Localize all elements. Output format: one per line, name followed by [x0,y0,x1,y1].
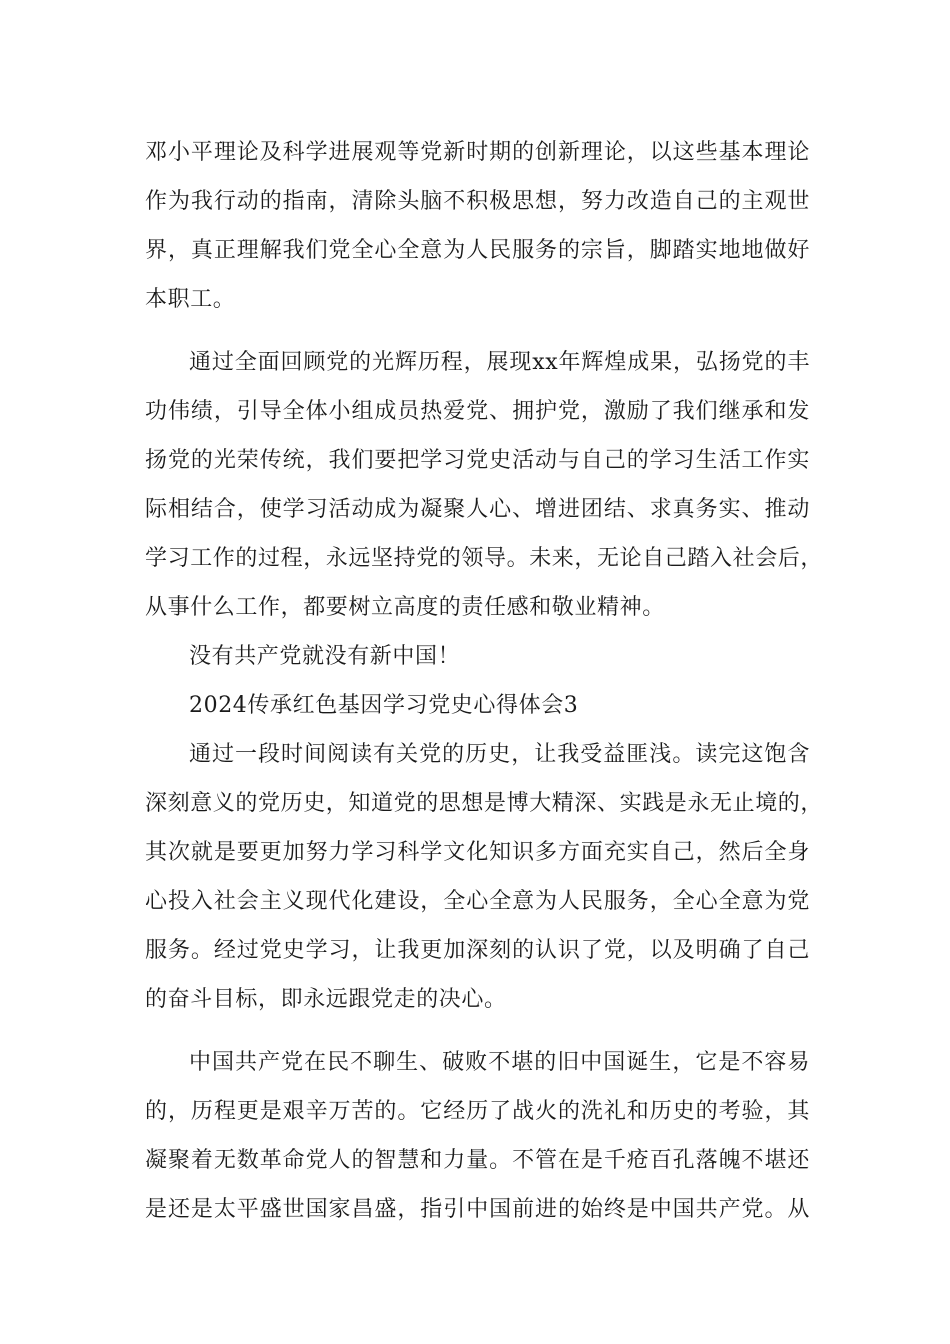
text-line: 没有共产党就没有新中国！ [189,644,461,669]
text-line: 心投入社会主义现代化建设，全心全意为人民服务，全心全意为党 [145,889,810,914]
paragraph-6 [145,1038,810,1234]
paragraph-3 [145,632,810,681]
text-line: 的奋斗目标，即永远跟党走的决心。 [145,987,507,1012]
paragraph-1 [145,128,810,324]
text-line: 服务。经过党史学习，让我更加深刻的认识了党，以及明确了自己 [145,938,810,963]
text-line: 扬党的光荣传统，我们要把学习党史活动与自己的学习生活工作实 [145,448,810,473]
text-line: 本职工。 [145,287,236,312]
text-line: 作为我行动的指南，清除头脑不积极思想，努力改造自己的主观世 [145,189,810,214]
text-line: 功伟绩，引导全体小组成员热爱党、拥护党，激励了我们继承和发 [145,399,810,424]
paragraph-2 [145,338,824,632]
text-line: 的，历程更是艰辛万苦的。它经历了战火的洗礼和历史的考验，其 [145,1099,810,1124]
text-line: 邓小平理论及科学进展观等党新时期的创新理论，以这些基本理论 [145,140,810,165]
document-body [145,128,824,1234]
text-line: 际相结合，使学习活动成为凝聚人心、增进团结、求真务实、推动 [145,497,810,522]
text-line: 通过一段时间阅读有关党的历史，让我受益匪浅。读完这饱含 [189,742,810,767]
text-line: 界，真正理解我们党全心全意为人民服务的宗旨，脚踏实地地做好 [145,238,810,263]
section-heading [145,681,810,730]
text-line: 凝聚着无数革命党人的智慧和力量。不管在是千疮百孔落魄不堪还 [145,1148,810,1173]
text-line: 从事什么工作，都要树立高度的责任感和敬业精神。 [145,595,665,620]
text-line: 深刻意义的党历史，知道党的思想是博大精深、实践是永无止境的， [145,791,824,816]
text-line: 中国共产党在民不聊生、破败不堪的旧中国诞生，它是不容易 [189,1050,810,1075]
text-line: 其次就是要更加努力学习科学文化知识多方面充实自己，然后全身 [145,840,810,865]
text-line: 学习工作的过程，永远坚持党的领导。未来，无论自己踏入社会后， [145,546,824,571]
heading-text: 2024传承红色基因学习党史心得体会3 [189,693,579,718]
text-line: 是还是太平盛世国家昌盛，指引中国前进的始终是中国共产党。从 [145,1197,810,1222]
paragraph-5 [145,730,824,1024]
text-line: 通过全面回顾党的光辉历程，展现xx年辉煌成果，弘扬党的丰 [189,350,810,375]
